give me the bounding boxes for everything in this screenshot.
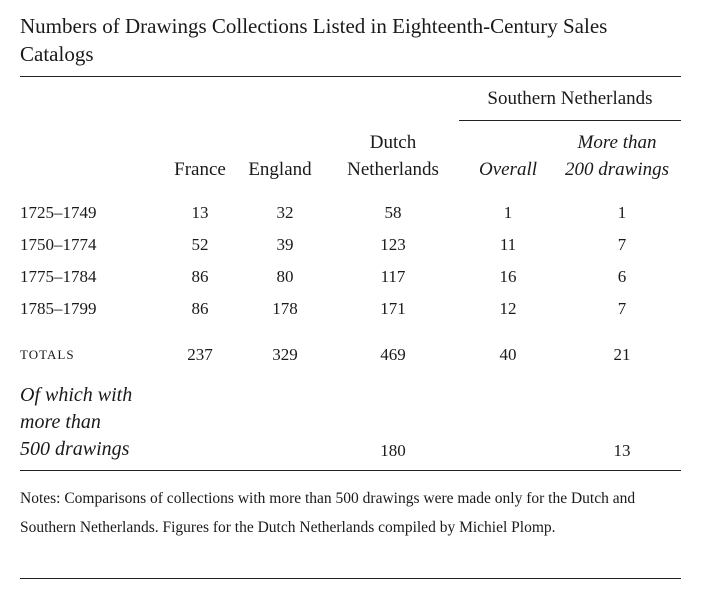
top-rule xyxy=(20,76,681,77)
total-england: 329 xyxy=(272,345,298,364)
cell-england: 39 xyxy=(276,235,294,254)
cell-overall: 11 xyxy=(499,235,517,254)
cell-dutch: 117 xyxy=(380,267,406,286)
cell-dutch: 58 xyxy=(384,203,402,222)
total-dutch: 469 xyxy=(380,345,406,364)
table-title: Numbers of Drawings Collections Listed in Eighteenth-Century Sales Catalogs xyxy=(20,14,608,66)
subset-label-line1: Of which with xyxy=(20,384,133,406)
col-header-overall: Overall xyxy=(478,159,538,180)
col-header-dutch-line2: Netherlands xyxy=(347,159,439,180)
row-period: 1775–1784 xyxy=(20,267,97,286)
cell-france: 86 xyxy=(191,267,209,286)
cell-france: 86 xyxy=(191,299,209,318)
subset-label-line3: 500 drawings xyxy=(20,438,130,460)
subset-dutch: 180 xyxy=(380,441,406,460)
cell-overall: 12 xyxy=(499,299,517,318)
cell-overall: 1 xyxy=(503,203,513,222)
group-header-southern-netherlands: Southern Netherlands xyxy=(487,88,653,109)
cell-dutch: 171 xyxy=(380,299,406,318)
subset-more200: 13 xyxy=(613,441,631,460)
col-header-england: England xyxy=(248,159,312,180)
col-header-more200-line2: 200 drawings xyxy=(565,159,669,180)
col-header-dutch-line1: Dutch xyxy=(369,132,417,153)
cell-more200: 6 xyxy=(617,267,627,286)
total-overall: 40 xyxy=(499,345,517,364)
cell-england: 32 xyxy=(276,203,294,222)
cell-more200: 7 xyxy=(617,299,627,318)
subset-label-line2: more than xyxy=(20,411,101,433)
group-header-rule xyxy=(459,120,681,121)
subset-label xyxy=(20,382,180,463)
row-period: 1785–1799 xyxy=(20,299,97,318)
cell-overall: 16 xyxy=(499,267,517,286)
row-period: 1725–1749 xyxy=(20,203,97,222)
col-header-more200-line1: More than xyxy=(577,132,657,153)
cell-dutch: 123 xyxy=(380,235,406,254)
total-france: 237 xyxy=(187,345,213,364)
col-header-france: France xyxy=(174,159,226,180)
cell-england: 178 xyxy=(272,299,298,318)
cell-more200: 7 xyxy=(617,235,627,254)
cell-france: 52 xyxy=(191,235,209,254)
totals-label: TOTALS xyxy=(20,347,75,362)
bottom-rule xyxy=(20,578,681,579)
table-notes: Notes: Comparisons of collections with more than 500 drawings were made only for the Dutch and Southern Netherlands. Figures for the Dutch Netherlands compiled by Michiel Plomp. xyxy=(20,490,636,536)
cell-france: 13 xyxy=(191,203,209,222)
table-bottom-rule xyxy=(20,470,681,471)
row-period: 1750–1774 xyxy=(20,235,97,254)
total-more200: 21 xyxy=(613,345,631,364)
cell-england: 80 xyxy=(276,267,294,286)
cell-more200: 1 xyxy=(617,203,627,222)
